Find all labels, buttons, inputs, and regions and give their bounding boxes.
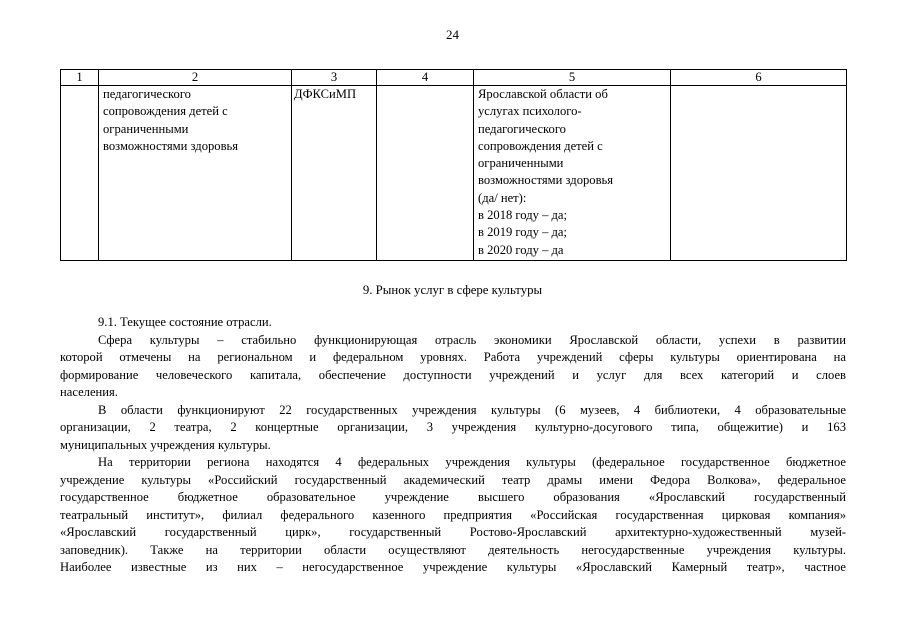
cell-text-line: Ярославской области об [478,87,608,101]
text-line: На территории региона находятся 4 федеральных учреждения культуры (федеральное государственное бюджетное [98,455,846,469]
cell-text-line: в 2018 году – да; [478,208,568,223]
table-header-cell: 4 [377,70,474,86]
table-cell-col6 [671,86,847,261]
text-line: организации, 2 театра, 2 концертные организации, 3 учреждения культурно-досугового типа, общежитие) и 163 [60,420,846,434]
table-row [61,86,847,261]
cell-text-line: возможностями здоровья [103,138,239,153]
body-text [60,314,846,577]
paragraph-subsection [60,314,846,332]
table-cell-col5 [474,86,671,261]
text-line: заповедник). Также на территории области осуществляют деятельность негосударственные учреждения культуры. [60,542,846,557]
text-line: учреждение культуры «Российский государственный академический театр драмы имени Федора Волкова», федеральное [60,472,846,487]
text-line: государственное бюджетное образовательное учреждение высшего образования «Ярославский государственный [60,490,846,504]
cell-text-line: услугах психолого- [478,104,582,119]
data-table [60,69,847,261]
cell-text-line: сопровождения детей с [478,138,603,153]
paragraph [60,332,846,402]
table-header-cell: 3 [292,70,377,86]
text-line: театральный институт», филиал федерального казенного предприятия «Российская государственная цирковая компания» [60,507,846,522]
paragraph [60,454,846,577]
text-line: формирование человеческого капитала, обеспечение доступности учреждений и услуг для всех категорий и слоев [60,367,846,382]
text-line: муниципальных учреждения культуры. [60,437,271,452]
table-header-cell: 5 [474,70,671,86]
cell-text-line: возможностями здоровья [478,173,614,188]
cell-text-line: (да/ нет): [478,190,527,205]
page-number: 24 [446,27,459,42]
text-line: Сфера культуры – стабильно функционирующая отрасль экономики Ярославской области, успехи в развитии [98,332,846,347]
table-cell-col2 [99,86,292,261]
text-line: В области функционируют 22 государственных учреждения культуры (6 музеев, 4 библиотеки, 4 образовательные [98,402,846,417]
text-line: населения. [60,385,118,399]
cell-text-line: ограниченными [103,121,189,136]
text-line: 9.1. Текущее состояние отрасли. [98,315,272,329]
text-line: «Ярославский государственный цирк», государственный Ростово-Ярославский архитектурно-художественный музей- [60,525,846,539]
table-header-cell: 2 [99,70,292,86]
cell-text-line: педагогического [103,87,191,101]
table-cell-col3: ДФКСиМП [292,86,377,261]
paragraph [60,402,846,455]
text-line: Наиболее известные из них – негосударственное учреждение культуры «Ярославский Камерный театр», частное [60,560,846,574]
table-header-cell: 6 [671,70,847,86]
table-header-cell: 1 [61,70,99,86]
cell-text-line: в 2019 году – да; [478,225,568,240]
table-cell-col4 [377,86,474,261]
cell-text-line: в 2020 году – да [478,242,564,257]
cell-text-line: педагогического [478,121,566,136]
section-title: 9. Рынок услуг в сфере культуры [362,283,543,297]
text-line: которой отмечены на региональном и федеральном уровнях. Работа учреждений сферы культуры ориентирована на [60,350,846,364]
cell-text-line: ограниченными [478,156,564,171]
table-header-row [61,70,847,86]
table-cell-col1 [61,86,99,261]
cell-text-line: сопровождения детей с [103,104,228,119]
